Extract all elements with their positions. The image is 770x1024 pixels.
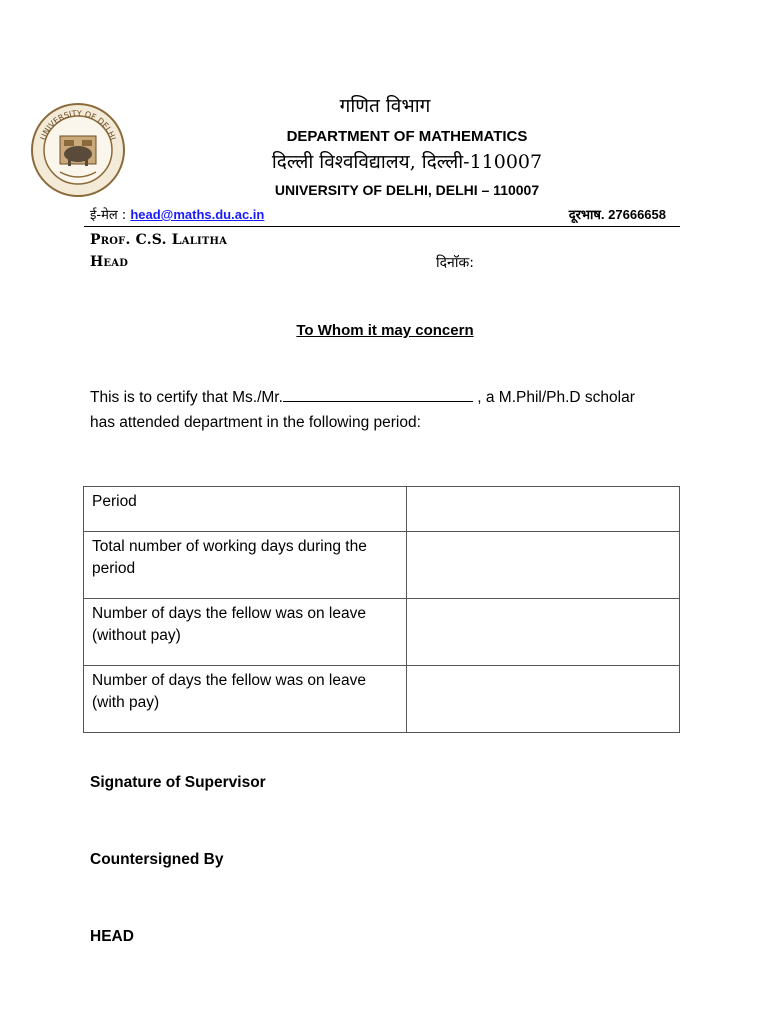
attendance-table — [83, 486, 680, 733]
certify-text-before: This is to certify that Ms./Mr. — [90, 389, 283, 406]
row-value-working-days[interactable] — [407, 532, 680, 599]
row-label-leave-with-pay: Number of days the fellow was on leave (with pay) — [84, 666, 407, 733]
hindi-university-title: दिल्ली विश्वविद्यालय, दिल्ली-110007 — [271, 151, 543, 173]
header-divider — [84, 226, 680, 227]
seal-text: UNIVERSITY OF DELHI — [38, 108, 118, 142]
table-row — [84, 599, 680, 666]
certify-line-2: has attended department in the following period: — [90, 414, 421, 431]
phone-number: दूरभाष. 27666658 — [568, 207, 666, 222]
head-name: Prof. C.S. Lalitha — [90, 232, 228, 248]
row-value-leave-with-pay[interactable] — [407, 666, 680, 733]
certify-text-after: , a M.Phil/Ph.D scholar — [472, 389, 635, 406]
department-title: DEPARTMENT OF MATHEMATICS — [286, 128, 528, 145]
table-row — [84, 487, 680, 532]
head-signature-label: HEAD — [90, 928, 134, 945]
university-title: UNIVERSITY OF DELHI, DELHI – 110007 — [274, 182, 540, 198]
head-role: Head — [90, 254, 129, 270]
countersigned-label: Countersigned By — [90, 851, 224, 868]
row-label-working-days: Total number of working days during the period — [84, 532, 407, 599]
name-blank-field[interactable] — [283, 387, 473, 402]
table-row — [84, 666, 680, 733]
row-value-period[interactable] — [407, 487, 680, 532]
certify-line-1 — [90, 385, 690, 410]
row-label-leave-without-pay: Number of days the fellow was on leave (without pay) — [84, 599, 407, 666]
email-label: ई-मेल : — [90, 208, 131, 223]
email-link[interactable]: head@maths.du.ac.in — [130, 207, 265, 222]
table-row — [84, 532, 680, 599]
row-value-leave-without-pay[interactable] — [407, 599, 680, 666]
supervisor-signature-label: Signature of Supervisor — [90, 774, 266, 791]
hindi-department-title: गणित विभाग — [339, 95, 431, 117]
date-label: दिनाॅक: — [436, 255, 474, 271]
letter-subject: To Whom it may concern — [296, 322, 474, 339]
email-row — [90, 205, 264, 223]
row-label-period: Period — [84, 487, 407, 532]
